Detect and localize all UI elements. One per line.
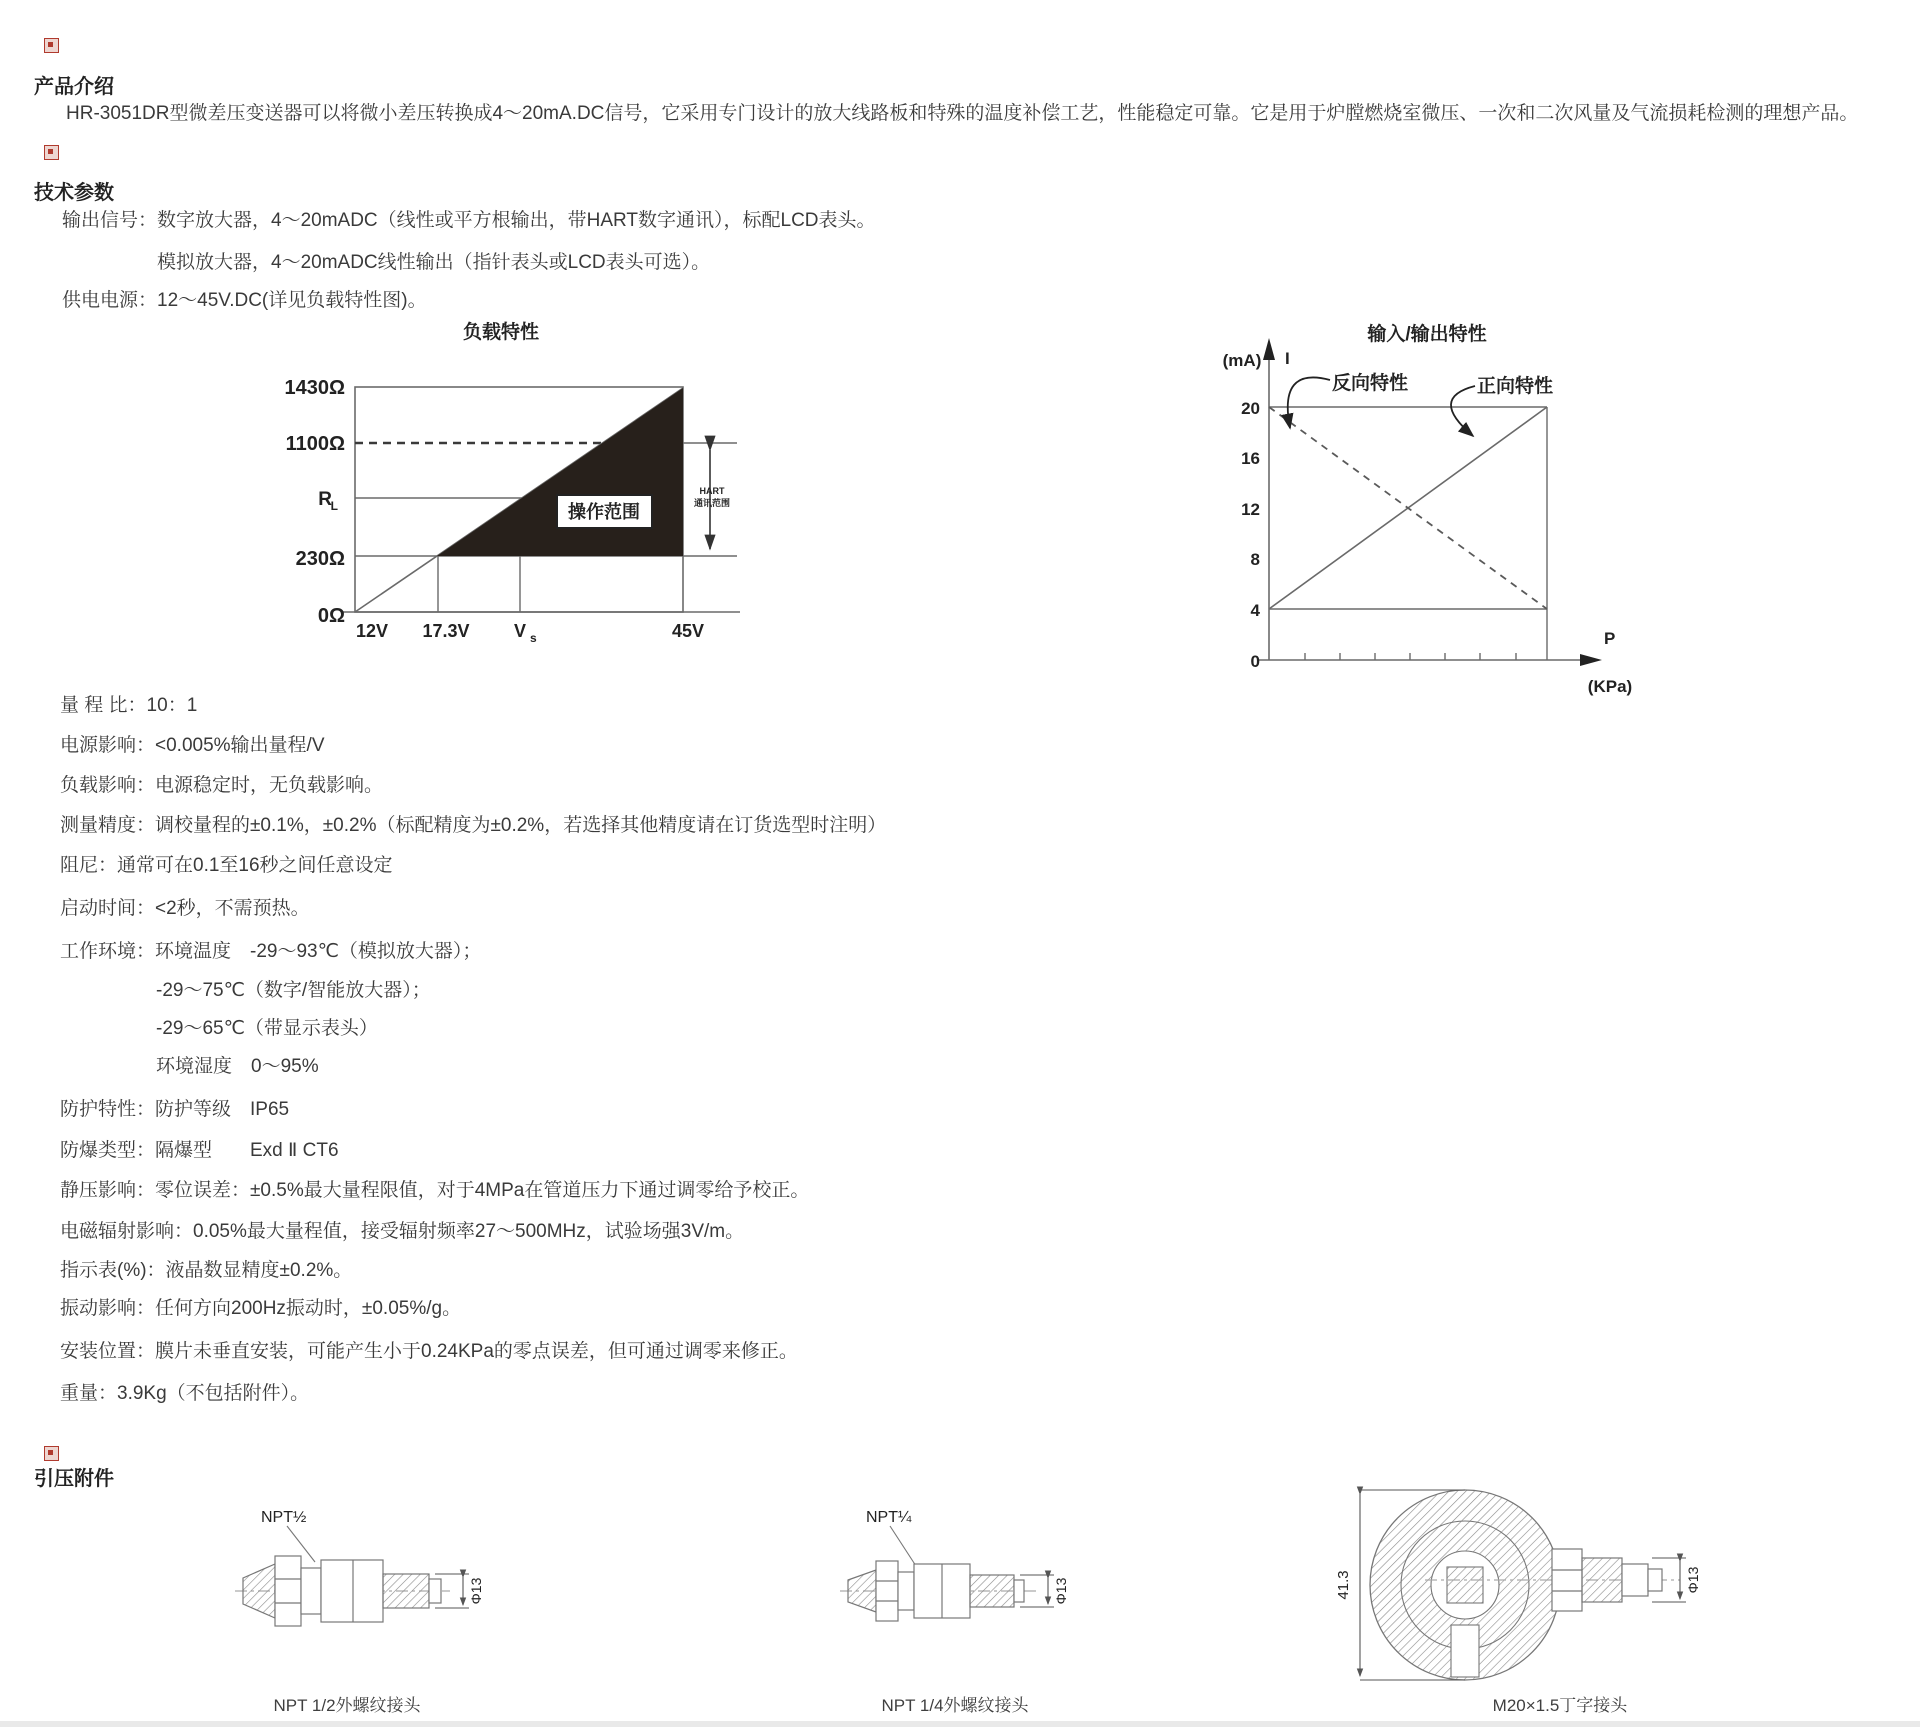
- fitting-profile: [840, 1561, 1040, 1621]
- tech-line: 指示表(%)：液晶数显精度±0.2%。: [60, 1260, 353, 1281]
- hart-annotation-line2: 通讯范围: [693, 498, 731, 508]
- hart-range-bracket: [683, 443, 737, 556]
- y-tick-230: 230Ω: [295, 548, 345, 570]
- load-characteristic-chart: [180, 310, 780, 660]
- broken-image-icon: [44, 1446, 59, 1461]
- page-bottom-strip: [0, 1721, 1920, 1727]
- tech-line: 输出信号：数字放大器，4～20mADC（线性或平方根输出，带HART数字通讯），标配LCD表头。: [62, 210, 876, 231]
- x-tick-17v: 17.3V: [422, 621, 470, 641]
- y-tick-rl-sub: L: [330, 499, 338, 513]
- broken-image-dot: [48, 1450, 53, 1455]
- x-tick-12v: 12V: [355, 621, 389, 641]
- x-tick-45v: 45V: [671, 621, 705, 641]
- figure-caption: M20×1.5丁字接头: [1492, 1696, 1628, 1715]
- y-tick-1100: 1100Ω: [285, 433, 345, 455]
- chart-title: 输入/输出特性: [1367, 324, 1487, 345]
- tech-line-indent: 环境湿度 0～95%: [156, 1056, 319, 1077]
- series-label-forward: 正向特性: [1477, 376, 1554, 397]
- x-tick-vs: V: [513, 621, 527, 641]
- tech-line-indent: -29～75℃（数字/智能放大器）；: [156, 980, 431, 1001]
- flange-section: [1370, 1490, 1560, 1680]
- x-tick-vs-sub: s: [530, 631, 537, 645]
- dim-phi13-label: Φ13: [468, 1577, 484, 1605]
- fitting-drawing-npt12: [235, 1496, 505, 1686]
- tech-line-indent: 模拟放大器，4～20mADC线性输出（指针表头或LCD表头可选）。: [157, 252, 711, 273]
- dim-phi13-label: Φ13: [1053, 1577, 1069, 1605]
- reverse-label-arrow: [1288, 377, 1330, 428]
- tech-line: 静压影响：零位误差：±0.5%最大量程限值，对于4MPa在管道压力下通过调零给予校正。: [60, 1180, 810, 1201]
- hart-annotation-line1: HART: [699, 486, 725, 496]
- tech-line: 负载影响：电源稳定时，无负载影响。: [60, 775, 384, 796]
- y-axis-arrow: [1263, 338, 1275, 360]
- x-axis-symbol: P: [1604, 629, 1616, 648]
- section-heading-intro: 产品介绍: [34, 76, 114, 98]
- tech-line: 防爆类型：隔爆型 Exd Ⅱ CT6: [60, 1140, 339, 1161]
- tech-line: 量 程 比：10：1: [60, 695, 198, 716]
- dim-41-3-label: 41.3: [1335, 1570, 1352, 1600]
- tech-line: 安装位置：膜片未垂直安装，可能产生小于0.24KPa的零点误差，但可通过调零来修正。: [60, 1341, 798, 1362]
- tech-line: 电磁辐射影响：0.05%最大量程值，接受辐射频率27～500MHz，试验场强3V/m。: [60, 1221, 745, 1242]
- y-tick: 16: [1241, 449, 1260, 468]
- y-tick-rl: R: [318, 489, 332, 510]
- x-minor-ticks: [1305, 653, 1516, 660]
- y-tick: 12: [1241, 500, 1260, 519]
- fitting-drawing-m20: [1330, 1440, 1730, 1720]
- x-axis-arrow: [1580, 654, 1602, 666]
- section-heading-tech: 技术参数: [34, 182, 114, 204]
- tech-line: 重量：3.9Kg（不包括附件）。: [60, 1383, 310, 1404]
- tech-line: 电源影响：<0.005%输出量程/V: [60, 735, 325, 756]
- tech-line: 振动影响：任何方向200Hz振动时，±0.05%/g。: [60, 1298, 462, 1319]
- broken-image-icon: [44, 145, 59, 160]
- section-heading-fittings: 引压附件: [34, 1468, 114, 1490]
- tech-line: 阻尼：通常可在0.1至16秒之间任意设定: [60, 855, 393, 876]
- broken-image-icon: [44, 38, 59, 53]
- y-tick: 20: [1241, 399, 1260, 418]
- series-label-reverse: 反向特性: [1332, 373, 1409, 394]
- y-tick: 0: [1250, 652, 1260, 671]
- x-axis-unit: (KPa): [1587, 677, 1633, 696]
- intro-paragraph: HR-3051DR型微差压变送器可以将微小差压转换成4～20mA.DC信号，它采用专门设计的放大线路板和特殊的温度补偿工艺，性能稳定可靠。它是用于炉膛燃烧室微压、一次和二次风量及气流损耗检测的理想产品。: [66, 103, 1859, 124]
- y-tick-1430: 1430Ω: [284, 377, 345, 399]
- forward-label-arrow: [1451, 386, 1475, 436]
- fitting-thread-label: NPT½: [261, 1509, 307, 1526]
- y-axis-unit: (mA): [1222, 351, 1262, 370]
- y-axis-symbol: I: [1285, 349, 1290, 368]
- tech-line-indent: -29～65℃（带显示表头）: [156, 1018, 378, 1039]
- dim-phi13-label: Φ13: [1685, 1566, 1701, 1594]
- tech-line: 防护特性：防护等级 IP65: [60, 1099, 290, 1120]
- label-leader-line: [890, 1526, 916, 1566]
- operating-region-label: 操作范围: [568, 502, 640, 522]
- tech-line: 测量精度：调校量程的±0.1%，±0.2%（标配精度为±0.2%，若选择其他精度请在订货选型时注明）: [60, 815, 887, 836]
- y-tick: 8: [1250, 550, 1260, 569]
- tech-line: 工作环境：环境温度 -29～93℃（模拟放大器）；: [60, 941, 482, 962]
- fitting-drawing-npt14: [840, 1496, 1110, 1686]
- broken-image-dot: [48, 149, 53, 154]
- io-characteristic-chart: [1180, 300, 1710, 715]
- tech-line: 供电电源：12～45V.DC(详见负载特性图)。: [62, 290, 427, 311]
- y-tick: 4: [1250, 601, 1260, 620]
- figure-caption: NPT 1/2外螺纹接头: [273, 1696, 421, 1715]
- broken-image-dot: [48, 42, 53, 47]
- chart-title: 负载特性: [462, 322, 540, 343]
- fitting-thread-label: NPT¼: [866, 1509, 912, 1526]
- tech-line: 启动时间：<2秒，不需预热。: [60, 898, 310, 919]
- fitting-profile: [235, 1556, 450, 1626]
- figure-caption: NPT 1/4外螺纹接头: [881, 1696, 1029, 1715]
- y-tick-0: 0Ω: [317, 605, 345, 627]
